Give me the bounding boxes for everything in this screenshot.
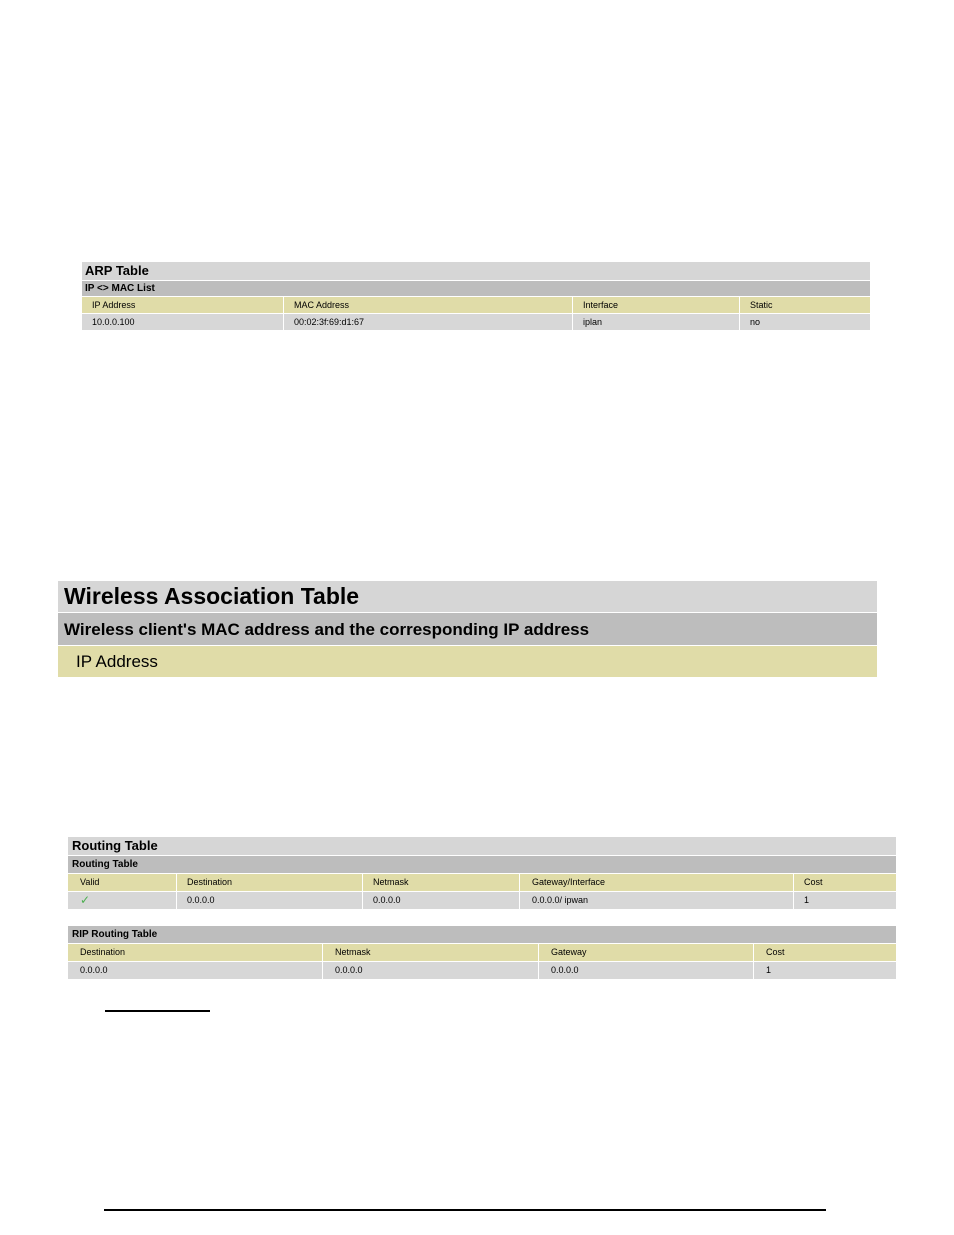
routing-table-panel bbox=[68, 837, 896, 909]
column-header-cost: Cost bbox=[793, 874, 896, 891]
cell-valid bbox=[68, 892, 176, 909]
table-row bbox=[68, 892, 896, 909]
wireless-association-header-row bbox=[58, 646, 877, 677]
cell-gateway: 0.0.0.0 bbox=[538, 962, 753, 979]
cell-cost: 1 bbox=[793, 892, 896, 909]
cell-netmask: 0.0.0.0 bbox=[322, 962, 538, 979]
cell-netmask: 0.0.0.0 bbox=[362, 892, 519, 909]
column-header-destination: Destination bbox=[176, 874, 362, 891]
rip-table-header-row bbox=[68, 944, 896, 961]
column-header-netmask: Netmask bbox=[322, 944, 538, 961]
wireless-association-subtitle: Wireless client's MAC address and the corresponding IP address bbox=[58, 613, 877, 646]
cell-gateway-interface: 0.0.0.0/ ipwan bbox=[519, 892, 793, 909]
column-header-mac-address: MAC Address bbox=[283, 297, 572, 313]
cell-destination: 0.0.0.0 bbox=[176, 892, 362, 909]
arp-table-subtitle: IP <> MAC List bbox=[82, 281, 870, 297]
column-header-gateway-interface: Gateway/Interface bbox=[519, 874, 793, 891]
rip-routing-table-subtitle: RIP Routing Table bbox=[68, 926, 896, 944]
column-header-netmask: Netmask bbox=[362, 874, 519, 891]
column-header-static: Static bbox=[739, 297, 870, 313]
table-row bbox=[82, 314, 870, 330]
table-row bbox=[68, 962, 896, 979]
short-underline-divider bbox=[105, 1010, 210, 1012]
wireless-association-title: Wireless Association Table bbox=[58, 581, 877, 613]
routing-table-header-row bbox=[68, 874, 896, 891]
arp-table-panel bbox=[82, 262, 870, 330]
arp-table-header-row bbox=[82, 297, 870, 313]
cell-destination: 0.0.0.0 bbox=[80, 965, 108, 975]
cell-static: no bbox=[739, 314, 870, 330]
wireless-association-panel bbox=[58, 581, 877, 677]
column-header-cost: Cost bbox=[753, 944, 896, 961]
cell-ip-address: 10.0.0.100 bbox=[92, 317, 135, 327]
cell-mac-address: 00:02:3f:69:d1:67 bbox=[283, 314, 572, 330]
column-header-ip-address: IP Address bbox=[92, 300, 136, 310]
check-icon: ✓ bbox=[80, 893, 91, 907]
cell-interface: iplan bbox=[572, 314, 739, 330]
column-header-ip-address: IP Address bbox=[76, 652, 158, 671]
cell-cost: 1 bbox=[753, 962, 896, 979]
column-header-destination: Destination bbox=[80, 947, 126, 957]
footer-divider bbox=[104, 1209, 826, 1211]
column-header-valid: Valid bbox=[80, 877, 100, 887]
column-header-interface: Interface bbox=[572, 297, 739, 313]
routing-table-title: Routing Table bbox=[68, 837, 896, 856]
column-header-gateway: Gateway bbox=[538, 944, 753, 961]
rip-routing-table-panel bbox=[68, 926, 896, 979]
arp-table-title: ARP Table bbox=[82, 262, 870, 281]
routing-table-subtitle: Routing Table bbox=[68, 856, 896, 874]
